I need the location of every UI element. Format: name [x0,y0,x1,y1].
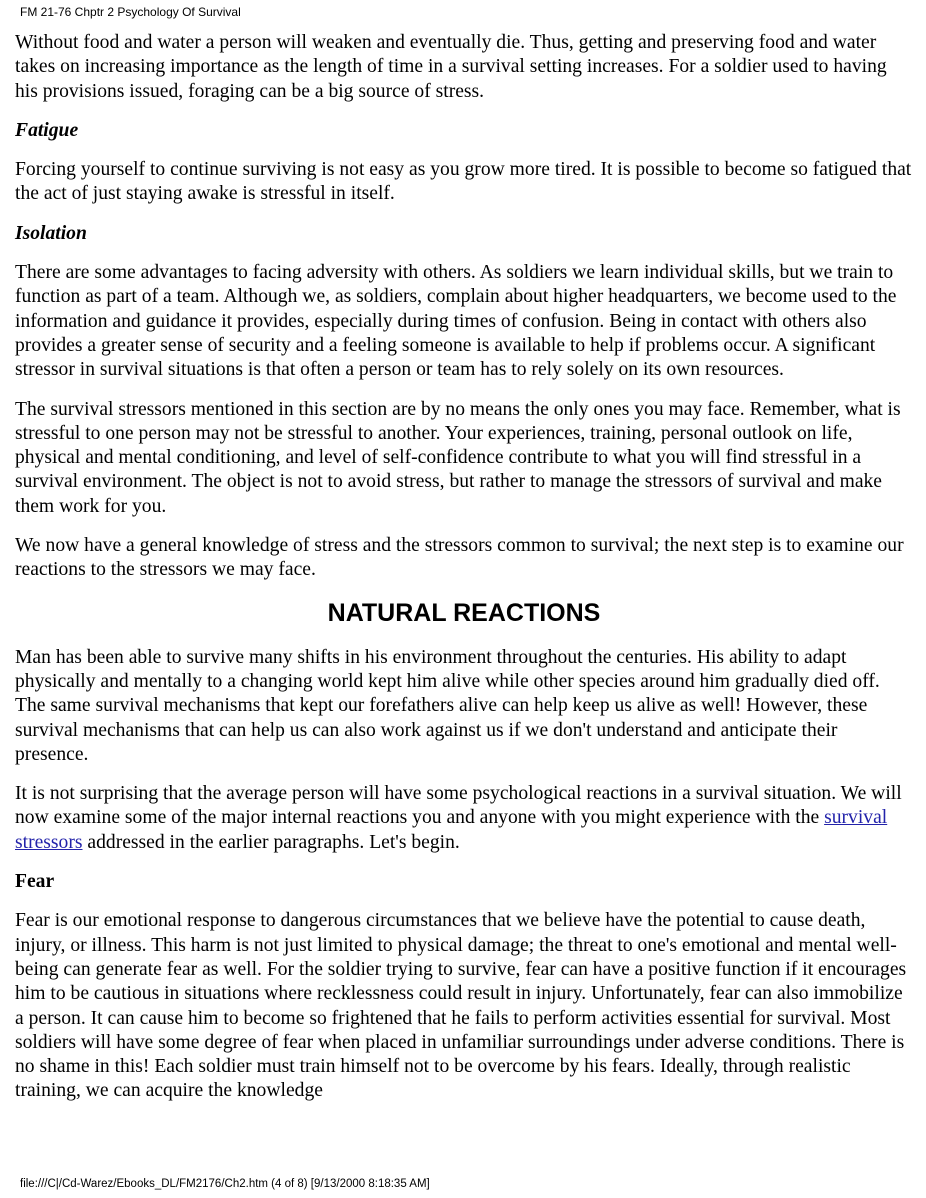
paragraph-surprising [15,782,913,855]
paragraph-food: Without food and water a person will weaken and eventually die. Thus, getting and preserving food and water takes on increasing importance as the length of time in a survival setting increases. For a soldier used to having his provisions issued, foraging can be a big source of stress. [15,32,887,102]
heading-fear: Fear [15,871,55,893]
paragraph-fatigue: Forcing yourself to continue surviving is not easy as you grow more tired. It is possible to become so fatigued that the act of just staying awake is stressful in itself. [15,159,912,205]
section-title-natural-reactions: NATURAL REACTIONS [327,598,601,627]
heading-isolation: Isolation [15,222,87,244]
document-body [15,31,913,1119]
paragraph-knowledge: We now have a general knowledge of stress and the stressors common to survival; the next step is to examine our reactions to the stressors we may face. [15,535,904,581]
paragraph-isolation: There are some advantages to facing adversity with others. As soldiers we learn individual skills, but we train to function as part of a team. Although we, as soldiers, complain about higher headquarters, we become used to the information and guidance it provides, especially during times of confusion. Being in contact with others also provides a greater sense of security and a feeling someone is available to help if problems occur. A significant stressor in survival situations is that often a person or team has to rely solely on its own resources. [15,262,897,381]
heading-fatigue: Fatigue [15,119,79,141]
page-footer: file:///C|/Cd-Warez/Ebooks_DL/FM2176/Ch2.htm (4 of 8) [9/13/2000 8:18:35 AM] [20,1178,430,1190]
paragraph-fear: Fear is our emotional response to dangerous circumstances that we believe have the potential to cause death, injury, or illness. This harm is not just limited to physical damage; the threat to one's emotional and mental well-being can generate fear as well. For the soldier trying to survive, fear can have a positive function if it encourages him to be cautious in situations where recklessness could result in injury. Unfortunately, fear can also immobilize a person. It can cause him to become so frightened that he fails to perform activities essential for survival. Most soldiers will have some degree of fear when placed in unfamiliar surroundings under adverse conditions. There is no shame in this! Each soldier must train himself not to be overcome by his fears. Ideally, through realistic training, we can acquire the knowledge [15,910,907,1102]
paragraph-stressors: The survival stressors mentioned in this section are by no means the only ones you may face. Remember, what is stressful to one person may not be stressful to another. Your experiences, training, personal outlook on life, physical and mental conditioning, and level of self-confidence contribute to what you will find stressful in a survival environment. The object is not to avoid stress, but rather to manage the stressors of survival and make them work for you. [15,398,901,517]
survival-stressors-link[interactable]: survival stressors [15,807,888,853]
paragraph-surprising-text-before: It is not surprising that the average person will have some psychological reactions in a survival situation. We will now examine some of the major internal reactions you and anyone with you might experience with the [15,783,902,829]
page-header: FM 21-76 Chptr 2 Psychology Of Survival [20,5,241,19]
paragraph-surprising-text-after: addressed in the earlier paragraphs. Let's begin. [82,831,460,853]
paragraph-man: Man has been able to survive many shifts in his environment throughout the centuries. His ability to adapt physically and mentally to a changing world kept him alive while other species around him gradually died off. The same survival mechanisms that kept our forefathers alive can help keep us alive as well! However, these survival mechanisms that can help us can also work against us if we don't understand and anticipate their presence. [15,646,880,765]
